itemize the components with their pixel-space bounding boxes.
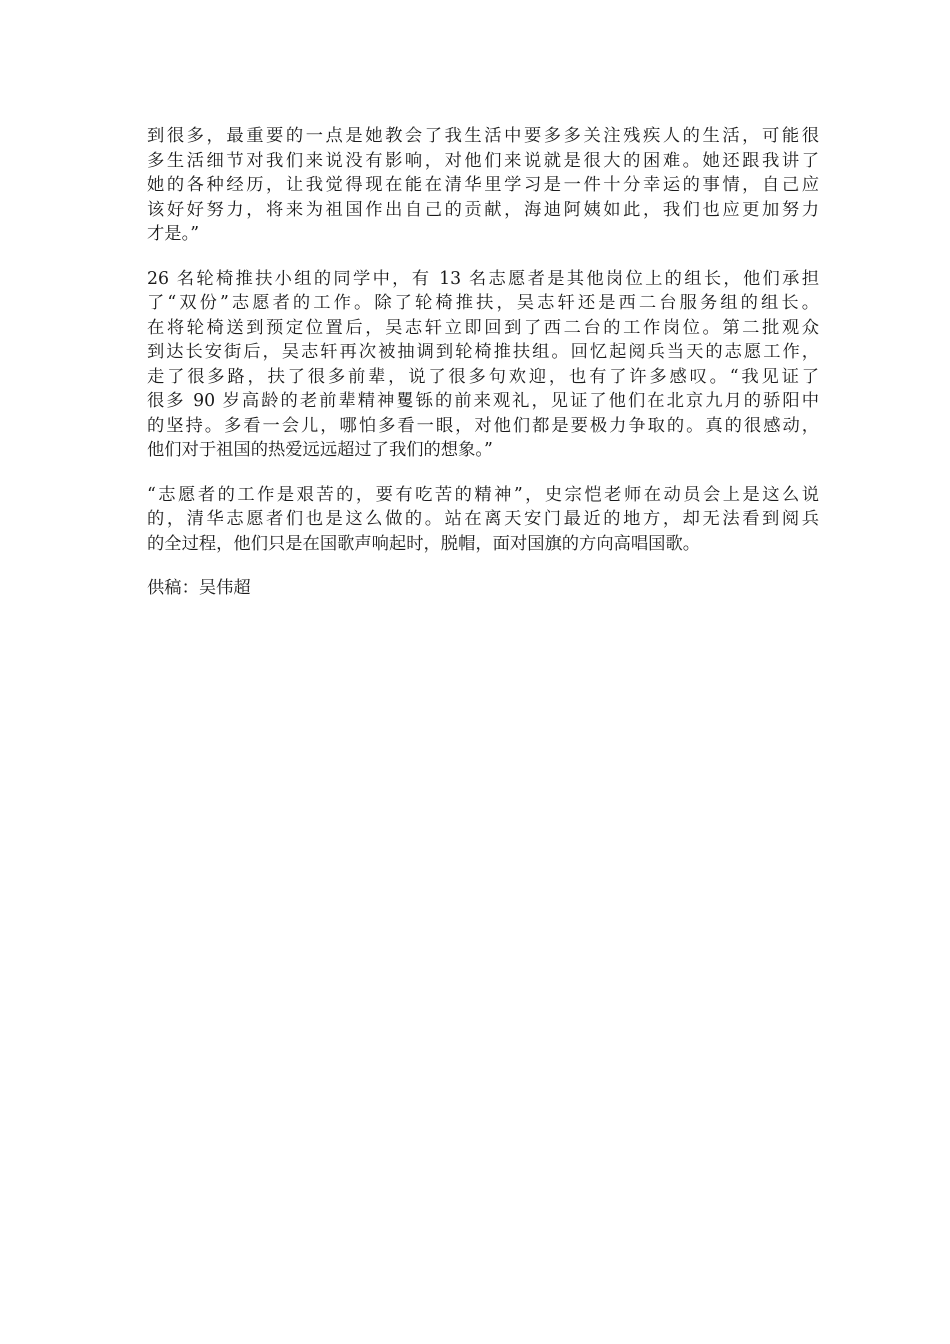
document-body (147, 124, 819, 621)
text-line: “志愿者的工作是艰苦的，要有吃苦的精神”，史宗恺老师在动员会上是这么说 (147, 484, 819, 505)
text-line: 很多 90 岁高龄的老前辈精神矍铄的前来观礼，见证了他们在北京九月的骄阳中 (147, 391, 819, 411)
text-line: 多生活细节对我们来说没有影响，对他们来说就是很大的困难。她还跟我讲了 (147, 150, 819, 171)
text-line: 到很多，最重要的一点是她教会了我生活中要多多关注残疾人的生活，可能很 (147, 126, 819, 146)
text-line: 他们对于祖国的热爱远远超过了我们的想象。” (147, 440, 493, 460)
text-line: 该好好努力，将来为祖国作出自己的贡献，海迪阿姨如此，我们也应更加努力 (147, 199, 819, 220)
paragraph-1 (147, 124, 819, 247)
credit-line: 供稿：吴伟超 (147, 578, 251, 598)
text-line: 走了很多路，扶了很多前辈，说了很多句欢迎，也有了许多感叹。“我见证了 (147, 366, 819, 387)
text-line: 的全过程，他们只是在国歌声响起时，脱帽，面对国旗的方向高唱国歌。 (147, 533, 701, 554)
text-line: 26 名轮椅推扶小组的同学中，有 13 名志愿者是其他岗位上的组长，他们承担 (147, 268, 819, 289)
text-line: 的，清华志愿者们也是这么做的。站在离天安门最近的地方，却无法看到阅兵 (147, 509, 819, 529)
paragraph-2 (147, 267, 819, 463)
text-line: 才是。” (147, 224, 200, 244)
text-line: 的坚持。多看一会儿，哪怕多看一眼，对他们都是要极力争取的。真的很感动， (147, 415, 819, 436)
text-line: 在将轮椅送到预定位置后，吴志轩立即回到了西二台的工作岗位。第二批观众 (147, 317, 819, 338)
text-line: 了“双份”志愿者的工作。除了轮椅推扶，吴志轩还是西二台服务组的组长。 (147, 293, 819, 313)
paragraph-3 (147, 483, 819, 557)
contributor-credit (147, 576, 819, 601)
text-line: 到达长安街后，吴志轩再次被抽调到轮椅推扶组。回忆起阅兵当天的志愿工作， (147, 342, 819, 362)
text-line: 她的各种经历，让我觉得现在能在清华里学习是一件十分幸运的事情，自己应 (147, 175, 819, 195)
